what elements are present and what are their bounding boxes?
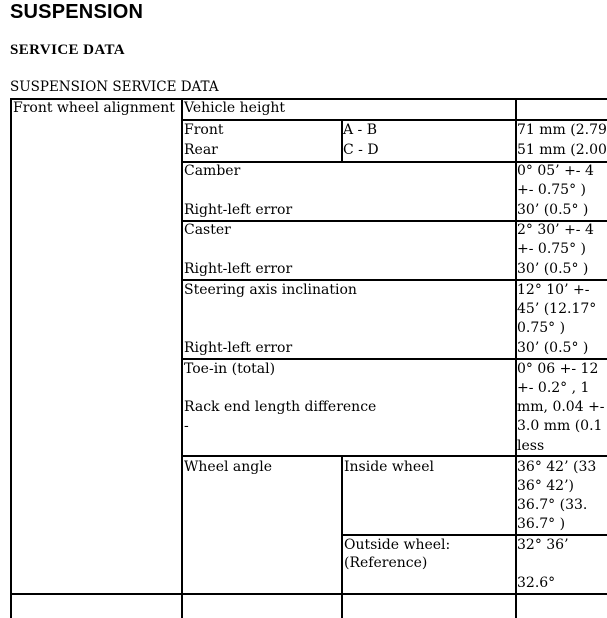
row-label-front-wheel-alignment: Front wheel alignment xyxy=(13,100,175,116)
section-title: SERVICE DATA xyxy=(10,42,125,58)
page-title: SUSPENSION xyxy=(10,1,144,23)
row-label-caster: Caster xyxy=(184,222,231,238)
value-caster: +- 0.75° ) xyxy=(517,241,586,257)
table-rule xyxy=(10,593,607,595)
row-label-reference: (Reference) xyxy=(344,555,428,571)
value-toe-in: 0° 06 +- 12 xyxy=(517,361,599,377)
value-inside-wheel: 36° 42’ (33 xyxy=(517,459,597,475)
table-rule xyxy=(181,98,183,618)
value-camber: +- 0.75° ) xyxy=(517,182,586,198)
value-inside-wheel: 36.7° (33. xyxy=(517,497,588,513)
row-label-vehicle-height: Vehicle height xyxy=(184,100,286,116)
value-caster-error: 30’ (0.5° ) xyxy=(517,261,589,277)
value-steering-axis: 45’ (12.17° xyxy=(517,301,597,317)
value-camber: 0° 05’ +- 4 xyxy=(517,163,594,179)
row-label-camber-error: Right-left error xyxy=(184,202,293,218)
table-caption: SUSPENSION SERVICE DATA xyxy=(10,79,219,95)
value-rear-height: 51 mm (2.00 xyxy=(517,142,607,158)
value-front-height: 71 mm (2.79 xyxy=(517,122,607,138)
table-rule xyxy=(10,98,12,618)
row-label-inside-wheel: Inside wheel xyxy=(344,459,434,475)
row-label-steering-error: Right-left error xyxy=(184,340,293,356)
value-steering-axis: 12° 10’ +- xyxy=(517,282,590,298)
row-label-front: Front xyxy=(184,122,224,138)
value-toe-in: +- 0.2° , 1 xyxy=(517,380,590,396)
value-steering-error: 30’ (0.5° ) xyxy=(517,340,589,356)
value-steering-axis: 0.75° ) xyxy=(517,320,566,336)
row-label-wheel-angle: Wheel angle xyxy=(184,459,272,475)
measure-points-rear: C - D xyxy=(343,142,379,158)
row-label-dash: - xyxy=(184,418,189,434)
value-inside-wheel: 36° 42’) xyxy=(517,478,574,494)
service-data-table xyxy=(10,98,607,618)
value-outside-wheel: 32° 36’ xyxy=(517,537,569,553)
row-label-caster-error: Right-left error xyxy=(184,261,293,277)
value-toe-in: less xyxy=(517,438,545,454)
row-label-rack-end: Rack end length difference xyxy=(184,399,377,415)
row-label-steering-axis: Steering axis inclination xyxy=(184,282,357,298)
value-caster: 2° 30’ +- 4 xyxy=(517,222,594,238)
value-toe-in: 3.0 mm (0.1 xyxy=(517,418,603,434)
row-label-camber: Camber xyxy=(184,163,241,179)
value-camber-error: 30’ (0.5° ) xyxy=(517,202,589,218)
value-inside-wheel: 36.7° ) xyxy=(517,516,566,532)
table-rule xyxy=(341,455,343,618)
measure-points-front: A - B xyxy=(343,122,378,138)
value-outside-wheel: 32.6° xyxy=(517,575,556,591)
row-label-rear: Rear xyxy=(184,142,218,158)
value-toe-in: mm, 0.04 +- xyxy=(517,399,605,415)
row-label-outside-wheel: Outside wheel: xyxy=(344,537,451,553)
row-label-toe-in: Toe-in (total) xyxy=(184,361,276,377)
